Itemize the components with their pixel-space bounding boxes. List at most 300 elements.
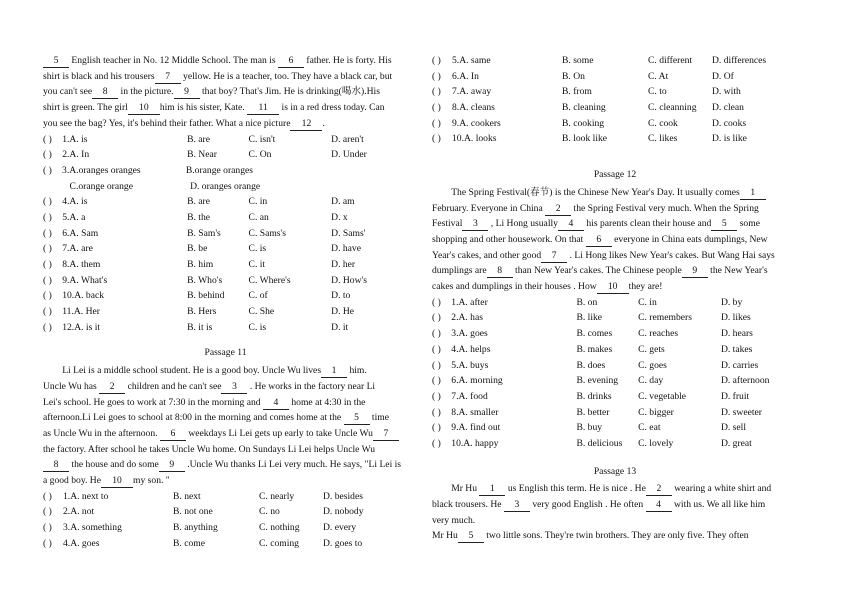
- answer-blank[interactable]: 1: [479, 483, 505, 496]
- question-row: [43, 210, 408, 226]
- option-b: B. are: [187, 133, 210, 145]
- option-d: D. have: [331, 243, 361, 255]
- option-d: D. sell: [720, 422, 746, 434]
- option-b: B. buy: [576, 422, 603, 434]
- passage-line: [43, 379, 408, 395]
- option-d: D. differences: [712, 55, 767, 66]
- question-row: [43, 241, 408, 257]
- question-row: [43, 194, 408, 210]
- answer-blank[interactable]: 10: [597, 281, 629, 294]
- answer-paren[interactable]: ( ): [43, 321, 52, 333]
- passage-text: time: [369, 412, 389, 424]
- answer-blank[interactable]: 5: [458, 530, 484, 543]
- answer-paren[interactable]: ( ): [43, 164, 52, 176]
- option-a: 7.A. are: [62, 243, 93, 255]
- answer-paren[interactable]: ( ): [43, 259, 52, 271]
- answer-blank[interactable]: 8: [487, 265, 513, 278]
- passage-text: Mr Hu: [451, 483, 480, 495]
- option-a: 1.A. is: [62, 133, 88, 145]
- option-d: D. x: [331, 211, 348, 223]
- answer-blank[interactable]: 5: [344, 412, 370, 425]
- answer-paren[interactable]: ( ): [432, 343, 441, 355]
- passage-10-tail: [43, 53, 408, 132]
- passage-line: [432, 279, 798, 295]
- passage-text: shirt is green. The girl: [43, 102, 128, 114]
- answer-paren[interactable]: ( ): [43, 227, 52, 239]
- passage-text: black trousers. He: [432, 499, 504, 511]
- passage-12-title: Passage 12: [593, 169, 637, 181]
- option-a: 4.A. is: [62, 196, 88, 208]
- question-row: [43, 179, 408, 195]
- option-b: B. him: [187, 259, 214, 271]
- answer-paren[interactable]: ( ): [43, 506, 52, 518]
- question-row: [43, 163, 408, 179]
- option-b: B. Who's: [187, 274, 223, 286]
- answer-paren[interactable]: ( ): [43, 149, 52, 161]
- answer-paren[interactable]: ( ): [43, 243, 52, 255]
- passage-line: [43, 53, 408, 69]
- answer-paren[interactable]: ( ): [43, 274, 52, 286]
- passage-11-title: Passage 11: [204, 347, 247, 359]
- option-a: 5.A. a: [62, 211, 86, 223]
- answer-paren[interactable]: ( ): [43, 537, 52, 549]
- passage-line: [43, 473, 408, 489]
- question-row: [43, 132, 408, 148]
- option-a: 7.A. away: [452, 86, 492, 98]
- answer-paren[interactable]: ( ): [432, 102, 441, 114]
- answer-blank[interactable]: 7: [373, 428, 399, 441]
- option-d: D. every: [323, 522, 357, 534]
- option-b: B. like: [576, 312, 603, 324]
- option-a: 10.A. looks: [452, 133, 497, 145]
- passage-line: [43, 69, 408, 85]
- option-d: D. goes to: [323, 537, 363, 549]
- passage-text: cakes and dumplings in their houses . How: [432, 281, 597, 293]
- option-d: D. am: [331, 196, 355, 208]
- option-a: C.orange orange: [69, 180, 133, 192]
- passage-text: dumplings are: [432, 265, 487, 277]
- answer-paren[interactable]: ( ): [432, 133, 441, 145]
- option-a: 3.A.oranges oranges: [62, 164, 141, 176]
- option-d: D. cooks: [712, 117, 747, 129]
- passage-line: [432, 232, 798, 248]
- question-row: [43, 226, 408, 242]
- answer-blank[interactable]: 11: [247, 102, 279, 115]
- option-c: C. remembers: [638, 312, 692, 324]
- passage-line: [432, 248, 798, 264]
- question-row: [432, 84, 798, 100]
- option-b: B. the: [187, 211, 210, 223]
- option-c: C. in: [638, 296, 657, 308]
- option-b: B. drinks: [576, 390, 612, 402]
- option-b: B. On: [562, 70, 585, 82]
- option-d: D. He: [331, 306, 355, 318]
- answer-paren[interactable]: ( ): [432, 296, 441, 308]
- passage-text: than New Year's cakes. The Chinese people: [512, 265, 682, 277]
- answer-blank[interactable]: 5: [711, 218, 737, 231]
- option-b: B. comes: [576, 328, 613, 340]
- option-b: B. makes: [576, 343, 613, 355]
- question-row: [432, 69, 798, 85]
- passage-11-text: [43, 363, 408, 489]
- option-a: 6.A. In: [452, 70, 479, 82]
- answer-blank[interactable]: 9: [682, 265, 708, 278]
- answer-blank[interactable]: 5: [43, 55, 69, 68]
- option-d: D. Of: [712, 70, 734, 82]
- option-c: C. lovely: [638, 437, 674, 449]
- option-c: C. Where's: [248, 274, 291, 286]
- passage-text: shopping and other housework. On that: [432, 233, 586, 245]
- answer-blank[interactable]: 9: [174, 86, 200, 99]
- answer-blank[interactable]: 2: [545, 203, 571, 216]
- option-c: [254, 179, 334, 195]
- answer-paren[interactable]: ( ): [432, 422, 441, 434]
- answer-blank[interactable]: 3: [221, 381, 247, 394]
- question-row: [432, 405, 798, 421]
- passage-text: weekdays Li Lei gets up early to take Uncle Wu: [185, 427, 373, 439]
- answer-blank[interactable]: 1: [321, 365, 347, 378]
- question-row: [432, 436, 798, 452]
- answer-blank[interactable]: 6: [278, 55, 304, 68]
- option-c: C. bigger: [638, 406, 674, 418]
- option-c: C. nothing: [259, 522, 300, 534]
- option-b: B. cleaning: [562, 102, 606, 114]
- passage-text: you can't see: [43, 86, 93, 98]
- passage-text: the factory. After school he takes Uncle Wu home. On Sundays Li Lei helps Uncle Wu: [43, 443, 376, 455]
- passage-13-text: [432, 481, 798, 544]
- option-a: 8.A. smaller: [451, 406, 499, 418]
- option-a: 5.A. same: [452, 55, 491, 66]
- passage-text: the New Year's: [707, 265, 768, 277]
- option-d: [334, 179, 408, 195]
- option-c: C. it: [248, 259, 266, 271]
- option-b: B. Near: [187, 149, 217, 161]
- answer-paren[interactable]: ( ): [43, 306, 52, 318]
- passage-text: The Spring Festival(春节) is the Chinese New Year's Day. It usually comes: [451, 186, 740, 198]
- answer-blank[interactable]: 2: [99, 381, 125, 394]
- passage-text: shirt is black and his trousers: [43, 70, 155, 82]
- option-b: B. it is: [187, 321, 213, 333]
- passage-text: you see the bag? Yes, it's behind their father. What a nice picture: [43, 117, 291, 129]
- option-a: 8.A. cleans: [452, 102, 495, 114]
- answer-blank[interactable]: 3: [504, 499, 530, 512]
- passage-text: afternoon.Li Lei goes to school at 8:00 in the morning and comes home at the: [43, 412, 344, 424]
- option-d: D. afternoon: [720, 375, 770, 387]
- answer-blank[interactable]: 4: [558, 218, 584, 231]
- option-d: D. hears: [720, 328, 753, 340]
- passage-text: a good boy. He: [43, 475, 101, 487]
- passage-text: him.: [347, 365, 367, 377]
- option-c: C. coming: [259, 537, 299, 549]
- option-d: D. to: [331, 290, 351, 302]
- option-d: D. is like: [712, 133, 747, 145]
- option-a: 2.A. has: [451, 312, 483, 324]
- option-d: D. with: [712, 86, 741, 98]
- passage-line: [43, 395, 408, 411]
- answer-blank[interactable]: 3: [462, 218, 488, 231]
- option-c: C. different: [648, 55, 693, 66]
- left-column: [43, 53, 408, 552]
- option-d: D. it: [331, 321, 349, 333]
- option-a: 8.A. them: [62, 259, 101, 271]
- option-c: C. no: [259, 506, 280, 518]
- question-row: [432, 358, 798, 374]
- passage-text: in the picture.: [118, 86, 174, 98]
- option-c: C. to: [648, 86, 667, 98]
- option-a: 4.A. goes: [63, 537, 100, 549]
- option-c: C. reaches: [638, 328, 679, 340]
- answer-blank[interactable]: 7: [541, 250, 567, 263]
- question-row: [432, 53, 798, 69]
- answer-paren[interactable]: ( ): [432, 359, 441, 371]
- answer-blank[interactable]: 10: [101, 475, 133, 488]
- option-b: B. cooking: [562, 117, 605, 129]
- passage-11-questions-continued: [432, 53, 798, 147]
- option-d: D. sweeter: [720, 406, 762, 418]
- option-b: B. not one: [173, 506, 213, 518]
- answer-paren[interactable]: ( ): [43, 490, 52, 502]
- passage-text: children and he can't see: [125, 380, 222, 392]
- option-b: B.orange oranges: [185, 164, 254, 176]
- passage-line: [432, 528, 798, 544]
- option-b: B. evening: [576, 375, 619, 387]
- answer-paren[interactable]: ( ): [432, 55, 441, 66]
- passage-text: February. Everyone in China: [432, 202, 546, 214]
- option-d: D. clean: [712, 102, 744, 114]
- answer-blank[interactable]: 10: [128, 102, 160, 115]
- passage-text: his parents clean their house and: [583, 218, 712, 230]
- option-b: B. from: [562, 86, 592, 98]
- answer-blank[interactable]: 12: [290, 118, 322, 131]
- passage-text: is in a red dress today. Can: [279, 102, 385, 114]
- option-d: D. carries: [720, 359, 759, 371]
- question-row: [43, 504, 408, 520]
- answer-blank[interactable]: 4: [263, 397, 289, 410]
- question-row: [43, 489, 408, 505]
- option-c: C. On: [248, 149, 272, 161]
- option-b: B. are: [187, 196, 210, 208]
- answer-paren[interactable]: ( ): [432, 328, 441, 340]
- question-row: [432, 310, 798, 326]
- answer-blank[interactable]: 6: [586, 234, 612, 247]
- answer-paren[interactable]: ( ): [432, 86, 441, 98]
- right-column: [432, 53, 798, 544]
- option-b: D. oranges orange: [190, 180, 261, 192]
- option-c: C. vegetable: [638, 390, 687, 402]
- answer-paren[interactable]: ( ): [43, 522, 52, 534]
- option-b: B. be: [187, 243, 208, 255]
- passage-line: [432, 497, 798, 513]
- answer-paren[interactable]: [43, 179, 62, 195]
- passage-text: the Spring Festival very much. When the Spring: [571, 202, 759, 214]
- option-a: 6.A. Sam: [62, 227, 99, 239]
- option-b: B. does: [576, 359, 606, 371]
- question-row: [432, 420, 798, 436]
- question-row: [432, 100, 798, 116]
- option-d: [332, 163, 408, 179]
- answer-blank[interactable]: 1: [740, 187, 766, 200]
- option-c: C. goes: [638, 359, 667, 371]
- question-row: [43, 288, 408, 304]
- answer-paren[interactable]: ( ): [43, 290, 52, 302]
- passage-text: Li Lei is a middle school student. He is a good boy. Uncle Wu lives: [62, 365, 322, 377]
- answer-paren[interactable]: ( ): [43, 133, 52, 145]
- option-d: D. great: [720, 437, 752, 449]
- answer-paren[interactable]: ( ): [432, 390, 441, 402]
- passage-12-text: [432, 185, 798, 295]
- passage-text: us English this term. He is nice . He: [505, 483, 646, 495]
- answer-blank[interactable]: 6: [160, 428, 186, 441]
- option-b: B. next: [173, 490, 201, 502]
- option-c: C. of: [248, 290, 268, 302]
- passage-text: English teacher in No. 12 Middle School. The man is: [69, 55, 278, 66]
- passage-line: [43, 426, 408, 442]
- question-row: [43, 320, 408, 336]
- option-b: B. anything: [173, 522, 218, 534]
- option-c: [250, 163, 332, 179]
- option-d: D. likes: [720, 312, 751, 324]
- passage-text: with us. We all like him: [671, 499, 766, 511]
- option-c: C. She: [248, 306, 275, 318]
- question-row: [432, 373, 798, 389]
- answer-blank[interactable]: 4: [646, 499, 672, 512]
- answer-paren[interactable]: ( ): [432, 70, 441, 82]
- option-c: C. eat: [638, 422, 661, 434]
- option-a: 3.A. something: [63, 522, 122, 534]
- passage-text: , Li Hong usually: [488, 218, 558, 230]
- passage-text: yellow. He is a teacher, too. They have a black car, but: [180, 70, 393, 82]
- option-d: D. Sams': [331, 227, 366, 239]
- passage-line: [432, 201, 798, 217]
- option-a: 10.A. happy: [451, 437, 499, 449]
- passage-text: .Uncle Wu thanks Li Lei very much. He says, "Li Lei is: [184, 459, 402, 471]
- option-a: 9.A. What's: [62, 274, 108, 286]
- option-b: B. delicious: [576, 437, 623, 449]
- passage-text: father. He is forty. His: [304, 55, 392, 66]
- passage-text: Uncle Wu has: [43, 380, 100, 392]
- passage-line: [432, 481, 798, 497]
- question-row: [43, 147, 408, 163]
- passage-text: my son. ": [133, 475, 170, 487]
- passage-text: Lei's school. He goes to work at 7:30 in the morning and: [43, 396, 263, 408]
- option-c: C. Sams's: [248, 227, 286, 239]
- passage-text: Festival: [432, 218, 463, 230]
- passage-line: [43, 100, 408, 116]
- option-a: 11.A. Her: [62, 306, 100, 318]
- answer-paren[interactable]: ( ): [432, 406, 441, 418]
- question-row: [432, 131, 798, 147]
- option-c: C. likes: [648, 133, 678, 145]
- answer-paren[interactable]: ( ): [43, 211, 52, 223]
- answer-blank[interactable]: 2: [646, 483, 672, 496]
- passage-text: . He works in the factory near Li: [247, 380, 376, 392]
- option-c: C. gets: [638, 343, 665, 355]
- passage-text: . Li Hong likes New Year's cakes. But Wang Hai says: [567, 249, 775, 261]
- option-c: C. At: [648, 70, 669, 82]
- passage-text: him is his sister, Kate.: [159, 102, 248, 114]
- option-a: 2.A. In: [62, 149, 90, 161]
- answer-blank[interactable]: 7: [155, 71, 181, 84]
- question-row: [432, 389, 798, 405]
- passage-line: [432, 513, 798, 529]
- passage-text: the house and do some: [69, 459, 159, 471]
- option-d: D. nobody: [323, 506, 364, 518]
- option-a: 1.A. after: [451, 296, 488, 308]
- option-a: 3.A. goes: [451, 328, 488, 340]
- option-d: D. Under: [331, 149, 367, 161]
- passage-line: [43, 410, 408, 426]
- passage-text: Mr Hu: [432, 530, 458, 542]
- passage-text: they are!: [628, 281, 663, 293]
- option-c: C. cook: [648, 117, 678, 129]
- option-a: 9.A. cookers: [452, 117, 501, 129]
- option-c: C. an: [248, 211, 269, 223]
- question-row: [43, 257, 408, 273]
- option-c: C. isn't: [248, 133, 276, 145]
- option-a: 7.A. food: [451, 390, 488, 402]
- passage-line: [432, 216, 798, 232]
- option-c: C. day: [638, 375, 664, 387]
- option-b: B. Hers: [187, 306, 217, 318]
- passage-line: [43, 457, 408, 473]
- answer-paren[interactable]: ( ): [432, 312, 441, 324]
- question-row: [43, 273, 408, 289]
- option-c: C. in: [248, 196, 268, 208]
- question-row: [432, 326, 798, 342]
- option-c: C. cleanning: [648, 102, 697, 114]
- option-b: B. behind: [187, 290, 225, 302]
- option-c: C. is: [248, 243, 267, 255]
- option-a: 5.A. buys: [451, 359, 489, 371]
- passage-text: two little sons. They're twin brothers. They are only five. They often: [483, 530, 749, 542]
- passage-text: that boy? That's Jim. He is drinking(喝水).His: [199, 86, 380, 98]
- question-row: [432, 116, 798, 132]
- passage-10-questions: [43, 132, 408, 336]
- option-a: 6.A. morning: [451, 375, 503, 387]
- answer-blank[interactable]: 9: [159, 459, 185, 472]
- option-a: 10.A. back: [62, 290, 105, 302]
- answer-paren[interactable]: ( ): [432, 375, 441, 387]
- option-a: 1.A. next to: [63, 490, 109, 502]
- passage-text: as Uncle Wu in the afternoon.: [43, 427, 160, 439]
- question-row: [43, 536, 408, 552]
- passage-text: .: [322, 117, 325, 129]
- passage-text: wearing a white shirt and: [671, 483, 772, 495]
- option-d: D. fruit: [720, 390, 750, 402]
- option-d: D. takes: [720, 343, 753, 355]
- option-b: B. better: [576, 406, 610, 418]
- answer-paren[interactable]: ( ): [432, 117, 441, 129]
- option-b: B. Sam's: [187, 227, 221, 239]
- passage-line: [432, 185, 798, 201]
- option-d: D. besides: [323, 490, 363, 502]
- option-d: D. aren't: [331, 133, 364, 145]
- option-d: D. How's: [331, 274, 367, 286]
- option-b: B. on: [576, 296, 598, 308]
- passage-line: [43, 116, 408, 132]
- answer-paren[interactable]: ( ): [43, 196, 52, 208]
- answer-blank[interactable]: 8: [92, 86, 118, 99]
- question-row: [432, 295, 798, 311]
- passage-line: [43, 84, 408, 100]
- passage-line: [43, 363, 408, 379]
- passage-line: [43, 442, 408, 458]
- answer-blank[interactable]: 8: [43, 459, 69, 472]
- answer-paren[interactable]: ( ): [432, 437, 441, 449]
- option-d: D. by: [720, 296, 743, 308]
- passage-12-questions: [432, 295, 798, 452]
- option-b: B. look like: [562, 133, 608, 145]
